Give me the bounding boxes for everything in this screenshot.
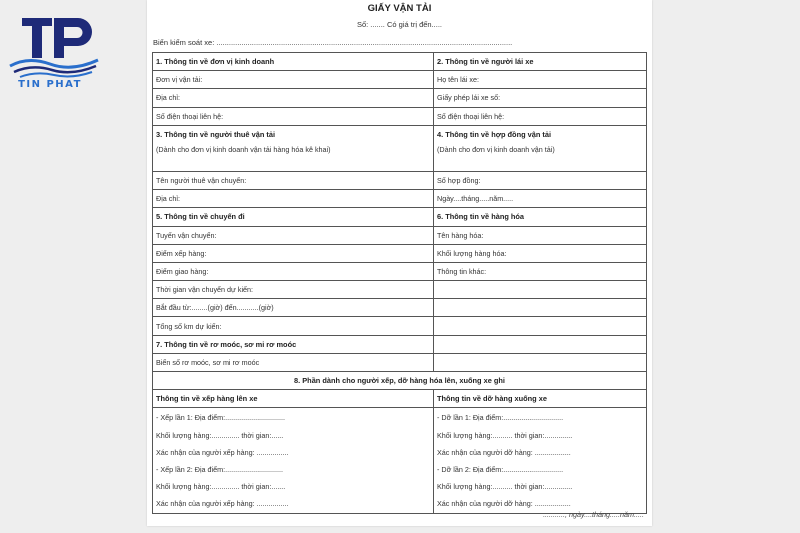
table-row	[153, 281, 647, 299]
empty-cell	[434, 281, 647, 299]
section-8-title: 8. Phần dành cho người xếp, dỡ hàng hóa lên, xuống xe ghi	[153, 372, 647, 390]
section-5-line: Điểm xếp hàng:	[153, 244, 434, 262]
transport-form-table	[152, 52, 647, 514]
table-row	[153, 390, 647, 408]
section-2-title: 2. Thông tin về người lái xe	[434, 53, 647, 71]
empty-cell	[434, 299, 647, 317]
table-row	[153, 317, 647, 335]
table-row	[153, 408, 647, 513]
section-1-line: Số điện thoại liên hệ:	[153, 107, 434, 125]
section-5-line: Tổng số km dự kiến:	[153, 317, 434, 335]
section-7-line: Biển số rơ moóc, sơ mi rơ moóc	[153, 353, 434, 371]
table-row	[153, 171, 647, 189]
section-4-title: 4. Thông tin về hợp đồng vận tải	[434, 125, 647, 143]
section-3-line: Địa chỉ:	[153, 190, 434, 208]
unloading-info-cell	[434, 408, 647, 513]
date-line: ..........., ngày....tháng.....năm.....	[543, 510, 644, 519]
license-plate-line: Biển kiểm soát xe: ..............................................................................................................................................	[153, 38, 513, 47]
loading-line: - Xếp lần 2: Địa điểm:.............................	[156, 464, 284, 474]
unloading-line: Xác nhận của người dỡ hàng: ..................	[437, 447, 571, 457]
unloading-line: - Dỡ lần 2: Địa điểm:..............................	[437, 464, 564, 474]
table-row	[153, 125, 647, 143]
loading-line: Khối lượng hàng:.............. thời gian:.......	[156, 482, 286, 492]
unloading-line: Khối lượng hàng:.......... thời gian:..............	[437, 482, 573, 492]
section-8-right-title: Thông tin về dỡ hàng xuống xe	[434, 390, 647, 408]
empty-cell	[434, 317, 647, 335]
section-2-line: Họ tên lái xe:	[434, 71, 647, 89]
section-5-line: Thời gian vận chuyển dự kiến:	[153, 281, 434, 299]
section-6-line: Khối lượng hàng hóa:	[434, 244, 647, 262]
table-row	[153, 335, 647, 353]
table-row	[153, 190, 647, 208]
unloading-line: Khối lượng hàng:.......... thời gian:..............	[437, 430, 573, 440]
transport-document	[147, 0, 652, 526]
section-4-line: Ngày....tháng.....năm.....	[434, 190, 647, 208]
loading-line: Xác nhận của người xếp hàng: ................	[156, 447, 289, 457]
section-6-line: Tên hàng hóa:	[434, 226, 647, 244]
section-5-line: Bắt đầu từ:........(giờ) đến...........(giờ)	[153, 299, 434, 317]
loading-line: Xác nhận của người xếp hàng: ................	[156, 499, 289, 509]
unloading-line: Xác nhận của người dỡ hàng: ..................	[437, 499, 571, 509]
table-row	[153, 71, 647, 89]
section-1-line: Đơn vị vận tải:	[153, 71, 434, 89]
unloading-line: - Dỡ lần 1: Địa điểm:..............................	[437, 413, 564, 423]
document-number-line: Số: ....... Có giá trị đến.....	[356, 20, 443, 29]
loading-line: - Xếp lần 1: Địa điểm:..............................	[156, 413, 286, 423]
section-3-line: Tên người thuê vận chuyển:	[153, 171, 434, 189]
section-4-note: (Dành cho đơn vị kinh doanh vận tải)	[434, 143, 647, 172]
section-5-line: Điểm giao hàng:	[153, 262, 434, 280]
section-1-title: 1. Thông tin về đơn vị kinh doanh	[153, 53, 434, 71]
table-row	[153, 244, 647, 262]
table-row	[153, 208, 647, 226]
section-5-title: 5. Thông tin về chuyến đi	[153, 208, 434, 226]
section-2-line: Giấy phép lái xe số:	[434, 89, 647, 107]
table-row	[153, 53, 647, 71]
table-row	[153, 372, 647, 390]
loading-line: Khối lượng hàng:.............. thời gian:......	[156, 430, 284, 440]
section-1-line: Địa chỉ:	[153, 89, 434, 107]
section-5-line: Tuyến vận chuyển:	[153, 226, 434, 244]
section-7-title: 7. Thông tin về rơ moóc, sơ mi rơ moóc	[153, 335, 434, 353]
company-logo	[6, 10, 106, 90]
section-3-note: (Dành cho đơn vị kinh doanh vận tải hàng hóa kê khai)	[153, 143, 434, 172]
empty-cell	[434, 335, 647, 353]
logo-text: TIN PHAT	[18, 79, 82, 90]
table-row	[153, 262, 647, 280]
document-title: GIẤY VẬN TẢI	[367, 3, 432, 14]
section-6-line: Thông tin khác:	[434, 262, 647, 280]
table-row	[153, 299, 647, 317]
table-row	[153, 226, 647, 244]
section-3-title: 3. Thông tin về người thuê vận tải	[153, 125, 434, 143]
section-4-line: Số hợp đồng:	[434, 171, 647, 189]
empty-cell	[434, 353, 647, 371]
section-2-line: Số điện thoại liên hệ:	[434, 107, 647, 125]
tin-phat-logo-icon	[6, 10, 106, 82]
section-6-title: 6. Thông tin về hàng hóa	[434, 208, 647, 226]
section-8-left-title: Thông tin về xếp hàng lên xe	[153, 390, 434, 408]
loading-info-cell	[153, 408, 434, 513]
table-row	[153, 89, 647, 107]
table-row	[153, 353, 647, 371]
table-row	[153, 143, 647, 172]
table-row	[153, 107, 647, 125]
